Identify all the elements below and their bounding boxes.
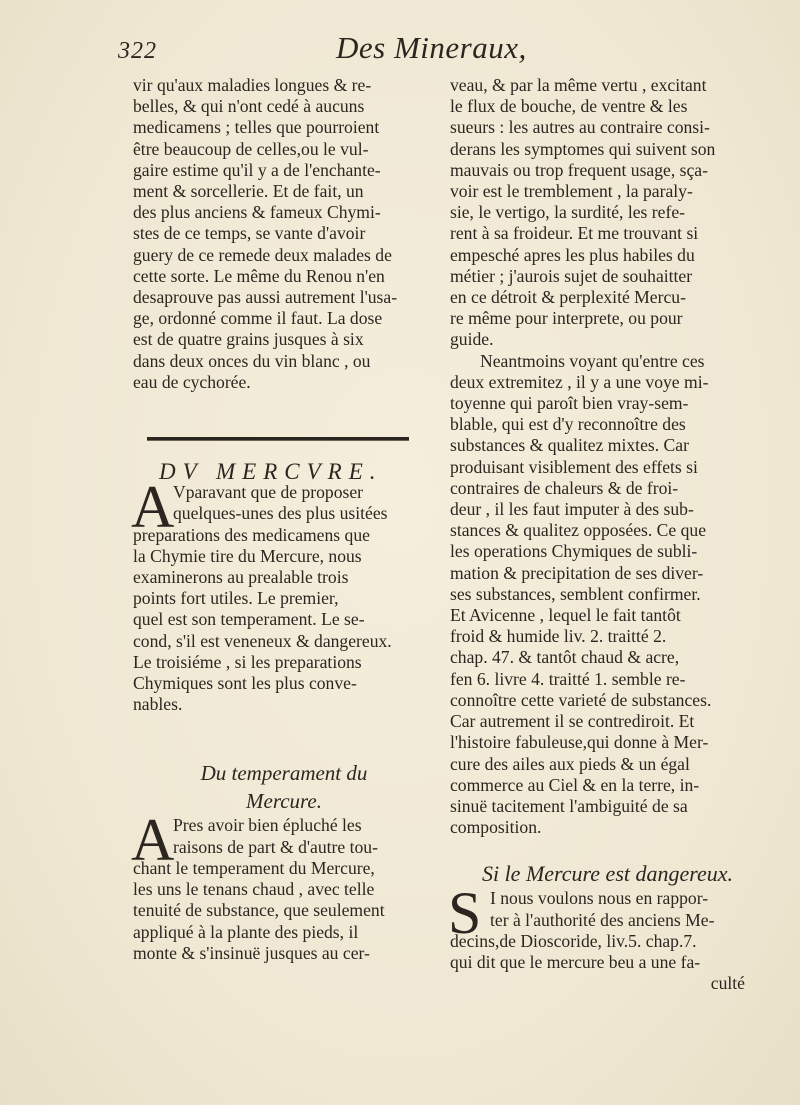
text-line: contraires de chaleurs & de froi- xyxy=(450,477,679,498)
right-second-paragraph xyxy=(450,351,765,839)
text-line: connoître cette varieté de substances. xyxy=(450,689,712,710)
text-line: sie, le vertigo, la surdité, les refe- xyxy=(450,202,685,223)
subheading-temperament xyxy=(133,759,427,815)
text-line: guide. xyxy=(450,329,494,350)
text-line: vir qu'aux maladies longues & re- xyxy=(133,75,372,95)
text-line: ge, ordonné comme il faut. La dose xyxy=(133,308,383,329)
running-title: Des Mineraux, xyxy=(336,30,527,65)
text-line: ses substances, semblent confirmer. xyxy=(450,583,701,604)
text-line: raisons de part & d'autre tou- xyxy=(173,836,378,857)
text-line: fen 6. livre 4. traitté 1. semble re- xyxy=(450,668,686,689)
text-line: monte & s'insinuë jusques au cer- xyxy=(133,942,370,963)
text-line: voir est le tremblement , la paraly- xyxy=(450,181,693,202)
text-line: Le troisiéme , si les preparations xyxy=(133,651,362,672)
text-line: composition. xyxy=(450,817,542,838)
text-line: les uns le tenans chaud , avec telle xyxy=(133,879,375,900)
text-line: l'histoire fabuleuse,qui donne à Mer- xyxy=(450,732,709,753)
text-line: Neantmoins voyant qu'entre ces xyxy=(480,350,705,371)
text-line: eau de cychorée. xyxy=(133,371,251,392)
section-rule xyxy=(147,437,409,441)
text-line: des plus anciens & fameux Chymi- xyxy=(133,202,381,223)
text-line: belles, & qui n'ont cedé à aucuns xyxy=(133,96,365,117)
text-line: substances & qualitez mixtes. Car xyxy=(450,435,689,456)
text-line: gaire estime qu'il y a de l'enchante- xyxy=(133,159,381,180)
text-line: Car autrement il se contrediroit. Et xyxy=(450,711,695,732)
page-header xyxy=(0,30,800,70)
text-line: re même pour interprete, ou pour xyxy=(450,308,683,329)
text-line: appliqué à la plante des pieds, il xyxy=(133,921,359,942)
subheading-line: Du temperament du xyxy=(200,761,368,786)
text-line: preparations des medicamens que xyxy=(133,524,370,545)
danger-paragraph xyxy=(448,880,765,994)
text-line: cond, s'il est veneneux & dangereux. xyxy=(133,630,392,651)
text-line: Chymiques sont les plus conve- xyxy=(133,673,357,694)
subheading-danger: Si le Mercure est dangereux. xyxy=(481,861,734,887)
text-line: decins,de Dioscoride, liv.5. chap.7. xyxy=(450,930,697,951)
text-line: stes de ce temps, se vante d'avoir xyxy=(133,223,366,244)
text-line: mauvais ou trop frequent usage, sça- xyxy=(450,159,708,180)
text-line: produisant visiblement des effets si xyxy=(450,456,698,477)
text-line: toyenne qui paroît bien vray-sem- xyxy=(450,393,689,414)
text-line: empesché apres les plus habiles du xyxy=(450,244,695,265)
right-column xyxy=(450,75,765,994)
left-opening-paragraph xyxy=(133,75,427,393)
section-title: DV MERCVRE. xyxy=(159,459,383,485)
text-line: qui dit que le mercure beu a une fa- xyxy=(450,951,701,972)
text-line: froid & humide liv. 2. traitté 2. xyxy=(450,626,667,647)
drop-cap: S xyxy=(448,880,482,947)
text-line: en ce détroit & perplexité Mercu- xyxy=(450,287,686,308)
text-line: points fort utiles. Le premier, xyxy=(133,588,339,609)
text-line: examinerons au prealable trois xyxy=(133,567,349,588)
text-line: chap. 47. & tantôt chaud & acre, xyxy=(450,647,680,668)
text-line: cure des ailes aux pieds & un égal xyxy=(450,753,690,774)
drop-cap: A xyxy=(131,474,175,541)
catchword: culté xyxy=(710,973,745,994)
text-line: guery de ce remede deux malades de xyxy=(133,244,392,265)
temperament-paragraph xyxy=(131,807,427,963)
text-line: blable, qui est d'y reconnoître des xyxy=(450,414,686,435)
text-line: deur , il les faut imputer à des sub- xyxy=(450,499,694,520)
text-line: mation & precipitation de ses diver- xyxy=(450,562,704,583)
text-line: dans deux onces du vin blanc , ou xyxy=(133,350,371,371)
text-line: chant le temperament du Mercure, xyxy=(133,857,375,878)
text-line: quelques-unes des plus usitées xyxy=(173,503,388,524)
text-line: I nous voulons nous en rappor- xyxy=(490,888,709,909)
text-line: est de quatre grains jusques à six xyxy=(133,329,364,350)
text-line: medicamens ; telles que pourroient xyxy=(133,117,380,138)
section-intro-paragraph xyxy=(131,474,427,715)
text-line: commerce au Ciel & en la terre, in- xyxy=(450,774,700,795)
text-line: derans les symptomes qui suivent son xyxy=(450,138,716,159)
text-line: être beaucoup de celles,ou le vul- xyxy=(133,138,369,159)
text-line: stances & qualitez opposées. Ce que xyxy=(450,520,707,541)
text-line: la Chymie tire du Mercure, nous xyxy=(133,545,362,566)
text-line: métier ; j'aurois sujet de souhaitter xyxy=(450,265,693,286)
drop-cap: A xyxy=(131,807,175,874)
text-line: rent à sa froideur. Et me trouvant si xyxy=(450,223,699,244)
text-line: deux extremitez , il y a une voye mi- xyxy=(450,371,709,392)
text-line: tenuité de substance, que seulement xyxy=(133,900,385,921)
text-line: nables. xyxy=(133,694,183,715)
page-number: 322 xyxy=(118,38,157,64)
subheading-line: Mercure. xyxy=(246,789,322,814)
text-line: Vparavant que de proposer xyxy=(173,482,364,503)
right-opening-paragraph xyxy=(450,75,765,351)
text-line: le flux de bouche, de ventre & les xyxy=(450,96,688,117)
text-line: ment & sorcellerie. Et de fait, un xyxy=(133,181,364,202)
text-line: quel est son temperament. Le se- xyxy=(133,609,365,630)
text-line: desaprouve pas aussi autrement l'usa- xyxy=(133,287,398,308)
text-line: les operations Chymiques de subli- xyxy=(450,541,698,562)
text-line: Pres avoir bien épluché les xyxy=(173,815,362,836)
text-line: Et Avicenne , lequel le fait tantôt xyxy=(450,605,681,626)
text-line: ter à l'authorité des anciens Me- xyxy=(490,909,715,930)
text-line: sinuë tacitement l'ambiguité de sa xyxy=(450,795,688,816)
text-line: cette sorte. Le même du Renou n'en xyxy=(133,265,385,286)
text-line: veau, & par la même vertu , excitant xyxy=(450,75,707,95)
text-line: sueurs : les autres au contraire consi- xyxy=(450,117,710,138)
left-column xyxy=(133,75,427,964)
